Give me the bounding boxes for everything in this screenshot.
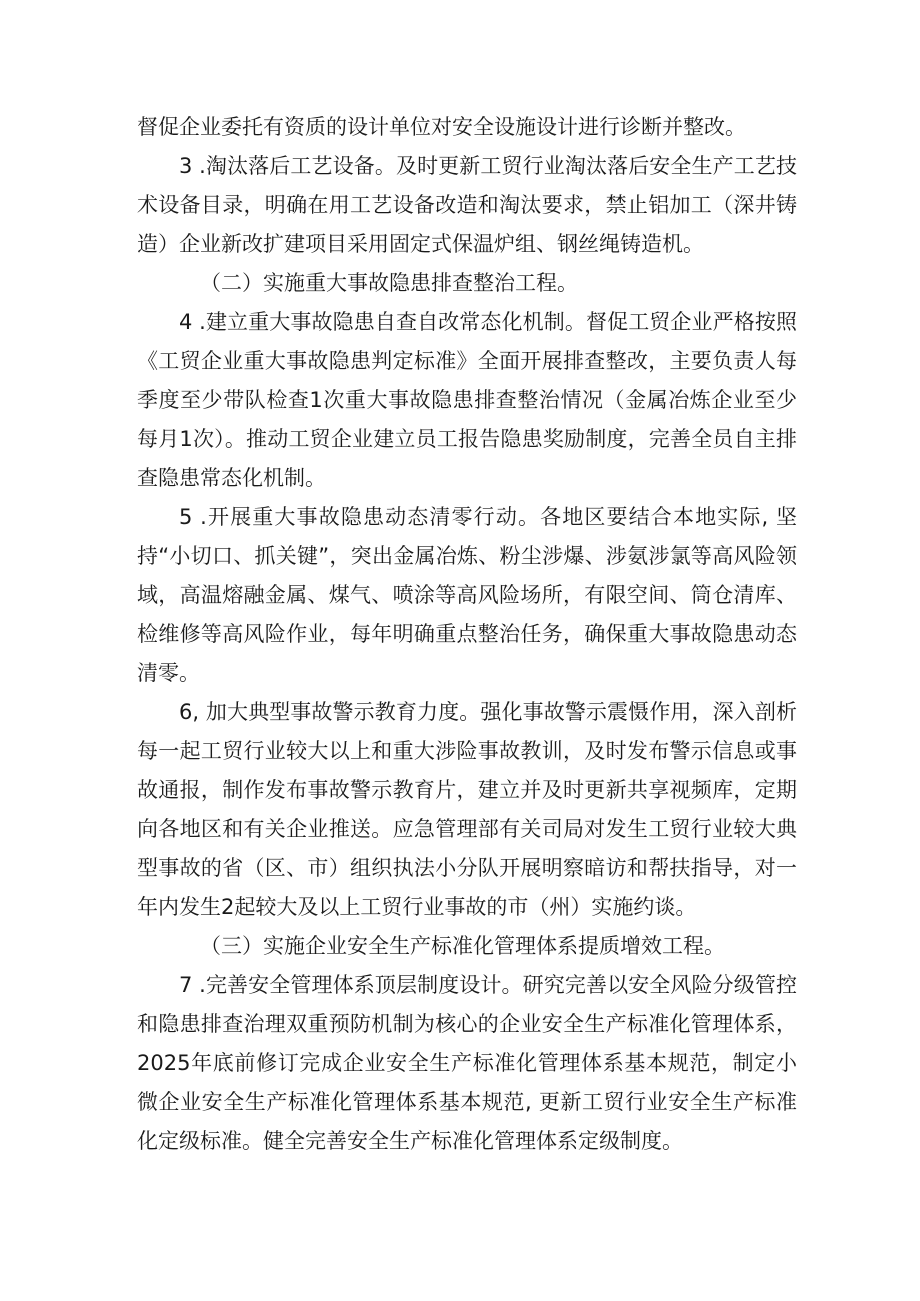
section-heading-3: （三）实施企业安全生产标准化管理体系提质增效工程。	[200, 934, 725, 958]
document-body	[137, 108, 797, 1161]
paragraph-item-3: 3 .淘汰落后工艺设备。及时更新工贸行业淘汰落后安全生产工艺技术设备目录，明确在用工艺设备改造和淘汰要求，禁止铝加工（深井铸造）企业新改扩建项目采用固定式保温炉组、钢丝绳铸造机。	[137, 154, 797, 256]
paragraph-item-6: 6, 加大典型事故警示教育力度。强化事故警示震慑作用，深入剖析每一起工贸行业较大以上和重大涉险事故教训，及时发布警示信息或事故通报，制作发布事故警示教育片，建立并及时更新共享视频库，定期向各地区和有关企业推送。应急管理部有关司局对发生工贸行业较大典型事故的省（区、市）组织执法小分队开展明察暗访和帮扶指导，对一年内发生2起较大及以上工贸行业事故的市（州）实施约谈。	[137, 700, 797, 919]
paragraph-item-5: 5 .开展重大事故隐患动态清零行动。各地区要结合本地实际, 坚持“小切口、抓关键”，突出金属冶炼、粉尘涉爆、涉氨涉氯等高风险领域，高温熔融金属、煤气、喷涂等高风险场所，有限空间、筒仓清库、检维修等高风险作业，每年明确重点整治任务，确保重大事故隐患动态清零。	[137, 505, 797, 685]
paragraph-item-4: 4 .建立重大事故隐患自查自改常态化机制。督促工贸企业严格按照《工贸企业重大事故隐患判定标准》全面开展排查整改，主要负责人每季度至少带队检查1次重大事故隐患排查整治情况（金属冶炼企业至少每月1次）。推动工贸企业建立员工报告隐患奖励制度，完善全员自主排查隐患常态化机制。	[137, 310, 797, 490]
section-heading-2: （二）实施重大事故隐患排查整治工程。	[200, 271, 578, 295]
paragraph-item-7: 7 .完善安全管理体系顶层制度设计。研究完善以安全风险分级管控和隐患排查治理双重预防机制为核心的企业安全生产标准化管理体系，2025年底前修订完成企业安全生产标准化管理体系基本规范，制定小微企业安全生产标准化管理体系基本规范, 更新工贸行业安全生产标准化定级标准。健全完善安全生产标准化管理体系定级制度。	[137, 973, 797, 1153]
paragraph-continuation: 督促企业委托有资质的设计单位对安全设施设计进行诊断并整改。	[137, 115, 746, 139]
